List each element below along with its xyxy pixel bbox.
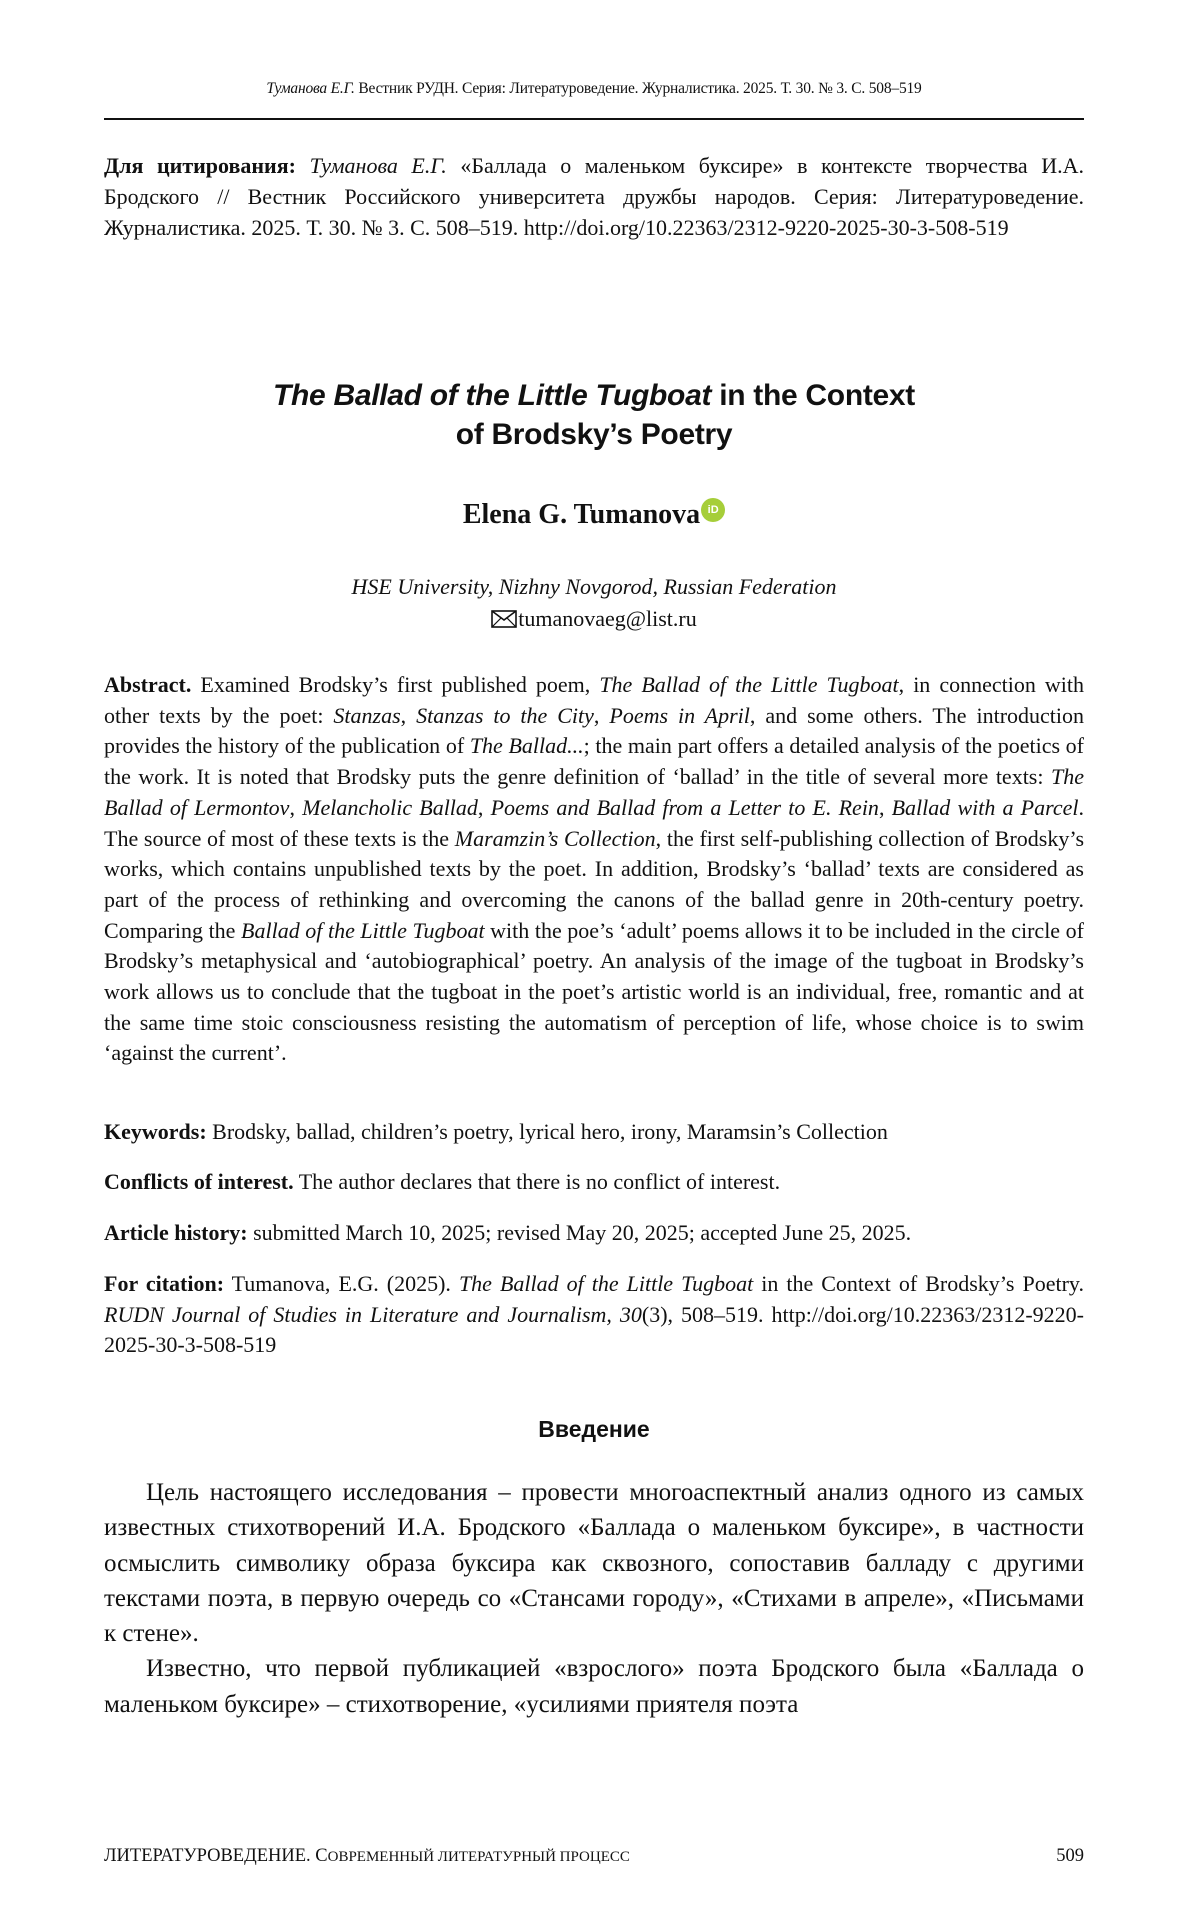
abstract-italic: Ballad with a Parcel xyxy=(892,795,1079,820)
footer-section-main: ЛИТЕРАТУРОВЕДЕНИЕ. xyxy=(104,1846,315,1866)
abstract-text: ; the main part offers a detailed analysis of the poetics of the work. It is noted that Brodsky puts the genre definition of ‘ballad’ in the title of several more texts: xyxy=(104,733,1084,789)
abstract-italic: Poems in April xyxy=(609,703,750,728)
abstract-italic: Poems and Ballad from a Letter to E. Rein xyxy=(491,795,879,820)
abstract-italic: Stanzas xyxy=(333,703,400,728)
journal-page xyxy=(104,0,1084,1906)
citation-ru-label: Для цитирования: xyxy=(104,153,296,178)
running-head-author: Туманова Е.Г. xyxy=(266,80,354,97)
citation-en-italic: RUDN Journal of Studies in Literature and Journalism, 30 xyxy=(104,1302,642,1327)
abstract-text: . The source of most of these texts is the xyxy=(104,795,1084,851)
conflicts-label: Conflicts of interest. xyxy=(104,1169,294,1194)
abstract-italic: Stanzas to the City xyxy=(416,703,594,728)
citation-en-italic: The Ballad of the Little Tugboat xyxy=(459,1271,753,1296)
title-line2: of Brodsky’s Poetry xyxy=(456,418,733,451)
abstract-text: , xyxy=(879,795,892,820)
citation-en-text: in the Context of Brodsky’s Poetry. xyxy=(753,1271,1084,1296)
email-link[interactable]: tumanovaeg@list.ru xyxy=(518,606,697,631)
title-italic: The Ballad of the Little Tugboat xyxy=(273,379,711,412)
affiliation: HSE University, Nizhny Novgorod, Russian Federation xyxy=(104,574,1084,600)
abstract-text: , xyxy=(594,703,609,728)
body-text xyxy=(104,1475,1084,1722)
section-heading: Введение xyxy=(104,1416,1084,1443)
article-title xyxy=(104,376,1084,454)
citation-en-text: (3), 508–519. http://doi.org/10.22363/2312-9220-2025-30-3-508-519 xyxy=(104,1302,1084,1358)
footer-section xyxy=(104,1846,630,1866)
article-history xyxy=(104,1218,1084,1248)
abstract-text: , and some others. The introduction provides the history of the publication of xyxy=(104,703,1084,759)
abstract-text: , the first self-publishing collection of Brodsky’s works, which contains unpublished texts by the poet. In addition, Brodsky’s ‘ballad’ texts are considered as part of the process of rethinking and overcoming the canons of the ballad genre in 20th-century poetry. Comparing the xyxy=(104,826,1084,943)
conflicts-of-interest xyxy=(104,1167,1084,1197)
citation-en-label: For citation: xyxy=(104,1271,224,1296)
header-rule xyxy=(104,118,1084,120)
abstract xyxy=(104,670,1084,1069)
title-line1-rest: in the Context xyxy=(711,379,915,412)
email-line xyxy=(104,606,1084,632)
abstract-italic: The Ballad of the Little Tugboat xyxy=(599,672,898,697)
envelope-icon xyxy=(491,610,517,628)
body-paragraph-1: Цель настоящего исследования – провести многоаспектный анализ одного из самых известных стихотворений И.А. Бродского «Баллада о маленьком буксире», в частности осмыслить символику образа буксира как сквозного, сопоставив балладу с другими текстами поэта, в первую очередь со «Стансами городу», «Стихами в апреле», «Письмами к стене». xyxy=(104,1475,1084,1651)
page-number: 509 xyxy=(1056,1846,1084,1867)
citation-ru-author: Туманова Е.Г. xyxy=(310,153,447,178)
abstract-text: Examined Brodsky’s first published poem, xyxy=(191,672,599,697)
body-paragraph-2: Известно, что первой публикацией «взрослого» поэта Бродского была «Баллада о маленьком буксире» – стихотворение, «усилиями приятеля поэта xyxy=(104,1651,1084,1722)
history-label: Article history: xyxy=(104,1220,248,1245)
abstract-italic: The Ballad of Lermontov xyxy=(104,764,1084,820)
author-name: Elena G. Tumanova xyxy=(463,499,700,530)
orcid-icon[interactable]: iD xyxy=(701,498,725,522)
keywords-label: Keywords: xyxy=(104,1119,207,1144)
conflicts-text: The author declares that there is no conflict of interest. xyxy=(294,1169,780,1194)
footer-subsection-initial: С xyxy=(315,1846,327,1866)
abstract-label: Abstract. xyxy=(104,672,191,697)
author-line xyxy=(104,498,1084,531)
citation-ru-text: «Баллада о маленьком буксире» в контексте творчества И.А. Бродского // Вестник Российского университета дружбы народов. Серия: Литературоведение. Журналистика. 2025. Т. 30. № 3. С. 508–519. http://doi.org/10.22363/2312-9220-2025-30-3-508-519 xyxy=(104,153,1084,240)
abstract-text: , xyxy=(401,703,416,728)
abstract-text: , xyxy=(478,795,491,820)
citation-en-text: Tumanova, E.G. (2025). xyxy=(224,1271,459,1296)
running-head xyxy=(104,80,1084,98)
abstract-text: , in connection with other texts by the poet: xyxy=(104,672,1084,728)
abstract-italic: Melancholic Ballad xyxy=(302,795,478,820)
footer-subsection-rest: ОВРЕМЕННЫЙ ЛИТЕРАТУРНЫЙ ПРОЦЕСС xyxy=(328,1849,630,1865)
keywords-text: Brodsky, ballad, children’s poetry, lyrical hero, irony, Maramsin’s Collection xyxy=(207,1119,888,1144)
abstract-italic: Maramzin’s Collection xyxy=(455,826,656,851)
abstract-text: , xyxy=(289,795,302,820)
abstract-italic: The Ballad... xyxy=(470,733,584,758)
running-head-journal: Вестник РУДН. Серия: Литературоведение. Журналистика. 2025. Т. 30. № 3. С. 508–519 xyxy=(358,80,921,97)
keywords xyxy=(104,1117,1084,1147)
abstract-italic: Ballad of the Little Tugboat xyxy=(241,918,485,943)
citation-en xyxy=(104,1269,1084,1361)
page-footer xyxy=(104,1846,1084,1867)
citation-ru xyxy=(104,150,1084,243)
abstract-text: with the poe’s ‘adult’ poems allows it to be included in the circle of Brodsky’s metaphysical and ‘autobiographical’ poetry. An analysis of the image of the tugboat in Brodsky’s work allows us to conclude that the tugboat in the poet’s artistic world is an individual, free, romantic and at the same time stoic consciousness resisting the automatism of perception of life, whose choice is to swim ‘against the current’. xyxy=(104,918,1084,1066)
history-text: submitted March 10, 2025; revised May 20, 2025; accepted June 25, 2025. xyxy=(248,1220,912,1245)
